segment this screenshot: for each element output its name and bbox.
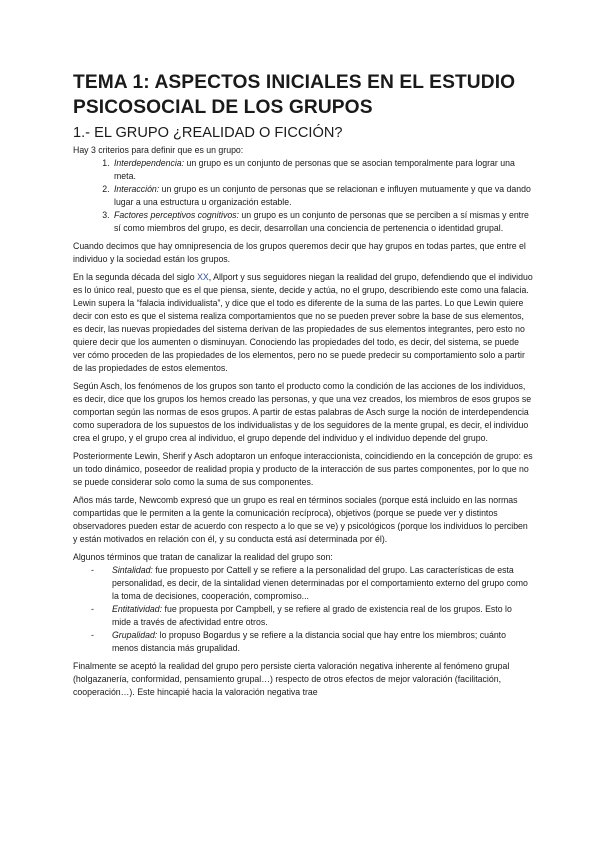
title-line-1: TEMA 1: ASPECTOS INICIALES EN EL ESTUDIO [73, 72, 516, 93]
criteria-list [73, 157, 533, 235]
paragraph-posteriormente: Posteriormente Lewin, Sherif y Asch adoptaron un enfoque interaccionista, coincidiendo en la concepción de grupo: es un todo dinámico, poseedor de realidad propia y producto de la interacción de sus partes componentes, por lo que no se puede considerar solo como la suma de sus componentes. [73, 451, 533, 487]
criteria-text: un grupo es un conjunto de personas que se relacionan e influyen mutuamente y que va dando lugar a una estructura u organización estable. [114, 184, 531, 207]
dash-bullet: - [91, 604, 94, 614]
dash-bullet: - [91, 630, 94, 640]
title-line-2: PSICOSOCIAL DE LOS GRUPOS [73, 97, 373, 118]
terms-text: fue propuesta por Campbell, y se refiere al grado de existencia real de los grupos. Esto lo mide a través de afectividad entre otros. [112, 604, 512, 627]
terms-item [91, 629, 533, 655]
criteria-item [112, 157, 533, 183]
paragraph-allport-post: , Allport y sus seguidores niegan la realidad del grupo, defendiendo que el individuo es lo único real, puesto que es el que piensa, siente, decide y actúa, no el grupo, describiendo este como una falacia. Lewin supera la “falacia individualista”, y dice que el todo es diferente de la suma de las partes. Lo que Lewin quiere decir con esto es que el sistema realiza comportamientos que no se pueden prever sobre la base de sus elementos, es decir, las nuevas propiedades del sistema derivan de las propiedades de sus elementos integrantes, pero esto no quiere decir que los aumenten o disminuyan. Conociendo las propiedades del todo, es decir, del sistema, se puede ver cómo proceden de las propiedades de los elementos, pero no se puede predecir su comportamiento solo a partir de las propiedades de estos elementos. [73, 272, 533, 373]
paragraph-allport-pre: En la segunda década del siglo [73, 272, 198, 282]
page-title [73, 70, 533, 120]
terms-term: Entitatividad: [112, 604, 163, 614]
intro-paragraph: Hay 3 criterios para definir que es un grupo: [73, 145, 244, 155]
criteria-item [112, 183, 533, 209]
paragraph-allport [73, 271, 533, 375]
criteria-text: un grupo es un conjunto de personas que se asocian temporalmente para lograr una meta. [114, 158, 515, 181]
terms-term: Sintalidad: [112, 565, 153, 575]
criteria-term: Factores perceptivos cognitivos: [114, 210, 239, 220]
terms-list [73, 564, 533, 655]
section-heading: 1.- EL GRUPO ¿REALIDAD O FICCIÓN? [73, 125, 343, 141]
criteria-term: Interdependencia: [114, 158, 185, 168]
paragraph-asch: Según Asch, los fenómenos de los grupos son tanto el producto como la condición de las acciones de los individuos, es decir, dice que los grupos los hemos creado las personas, y que una vez creados, los miembros de esos grupos se comportan según las normas de esos grupos. A partir de estas palabras de Asch surge la noción de interdependencia como superadora de los supuestos de los individualistas y de los seguidores de la mente grupal, es decir, el individuo crea el grupo, y el grupo crea al individuo, el grupo depende del individuo y el individuo depende del grupo. [73, 381, 532, 443]
criteria-term: Interacción: [114, 184, 160, 194]
terms-term: Grupalidad: [112, 630, 158, 640]
paragraph-algunos: Algunos términos que tratan de canalizar la realidad del grupo son: [73, 552, 333, 562]
paragraph-finalmente: Finalmente se aceptó la realidad del grupo pero persiste cierta valoración negativa inherente al fenómeno grupal (holgazanería, conformidad, pensamiento grupal…) respecto de otros efectos de mejor valoración (facilitación, cooperación…). Este hincapié hacia la valoración negativa trae [73, 661, 510, 697]
terms-text: fue propuesto por Cattell y se refiere a la personalidad del grupo. Las características de esta personalidad, es decir, de la sintalidad vienen determinadas por el comportamiento externo del grupo como la toma de decisiones, cooperación, compromiso... [112, 565, 528, 601]
century-link[interactable]: XX [197, 272, 209, 282]
terms-item [91, 564, 533, 603]
criteria-item [112, 209, 533, 235]
terms-text: lo propuso Bogardus y se refiere a la distancia social que hay entre los miembros; cuánto menos distancia más grupalidad. [112, 630, 506, 653]
criteria-text: un grupo es un conjunto de personas que se perciben a sí mismas y entre sí como miembros del grupo, es decir, desarrollan una conciencia de pertenencia o identidad grupal. [114, 210, 529, 233]
dash-bullet: - [91, 565, 94, 575]
document-page [73, 70, 533, 704]
paragraph-omnipresencia: Cuando decimos que hay omnipresencia de los grupos queremos decir que hay grupos en todas partes, que entre el individuo y la sociedad están los grupos. [73, 241, 526, 264]
terms-item [91, 603, 533, 629]
paragraph-newcomb: Años más tarde, Newcomb expresó que un grupo es real en términos sociales (porque está incluido en las normas compartidas que le permiten a la gente la comunicación recíproca), objetivos (porque se puede ver y distintos observadores pueden estar de acuerdo con respecto a lo que se ve) y psicológicos (porque los individuos lo perciben y están motivados en relación con él, y su conducta está así determinada por él). [73, 495, 528, 544]
